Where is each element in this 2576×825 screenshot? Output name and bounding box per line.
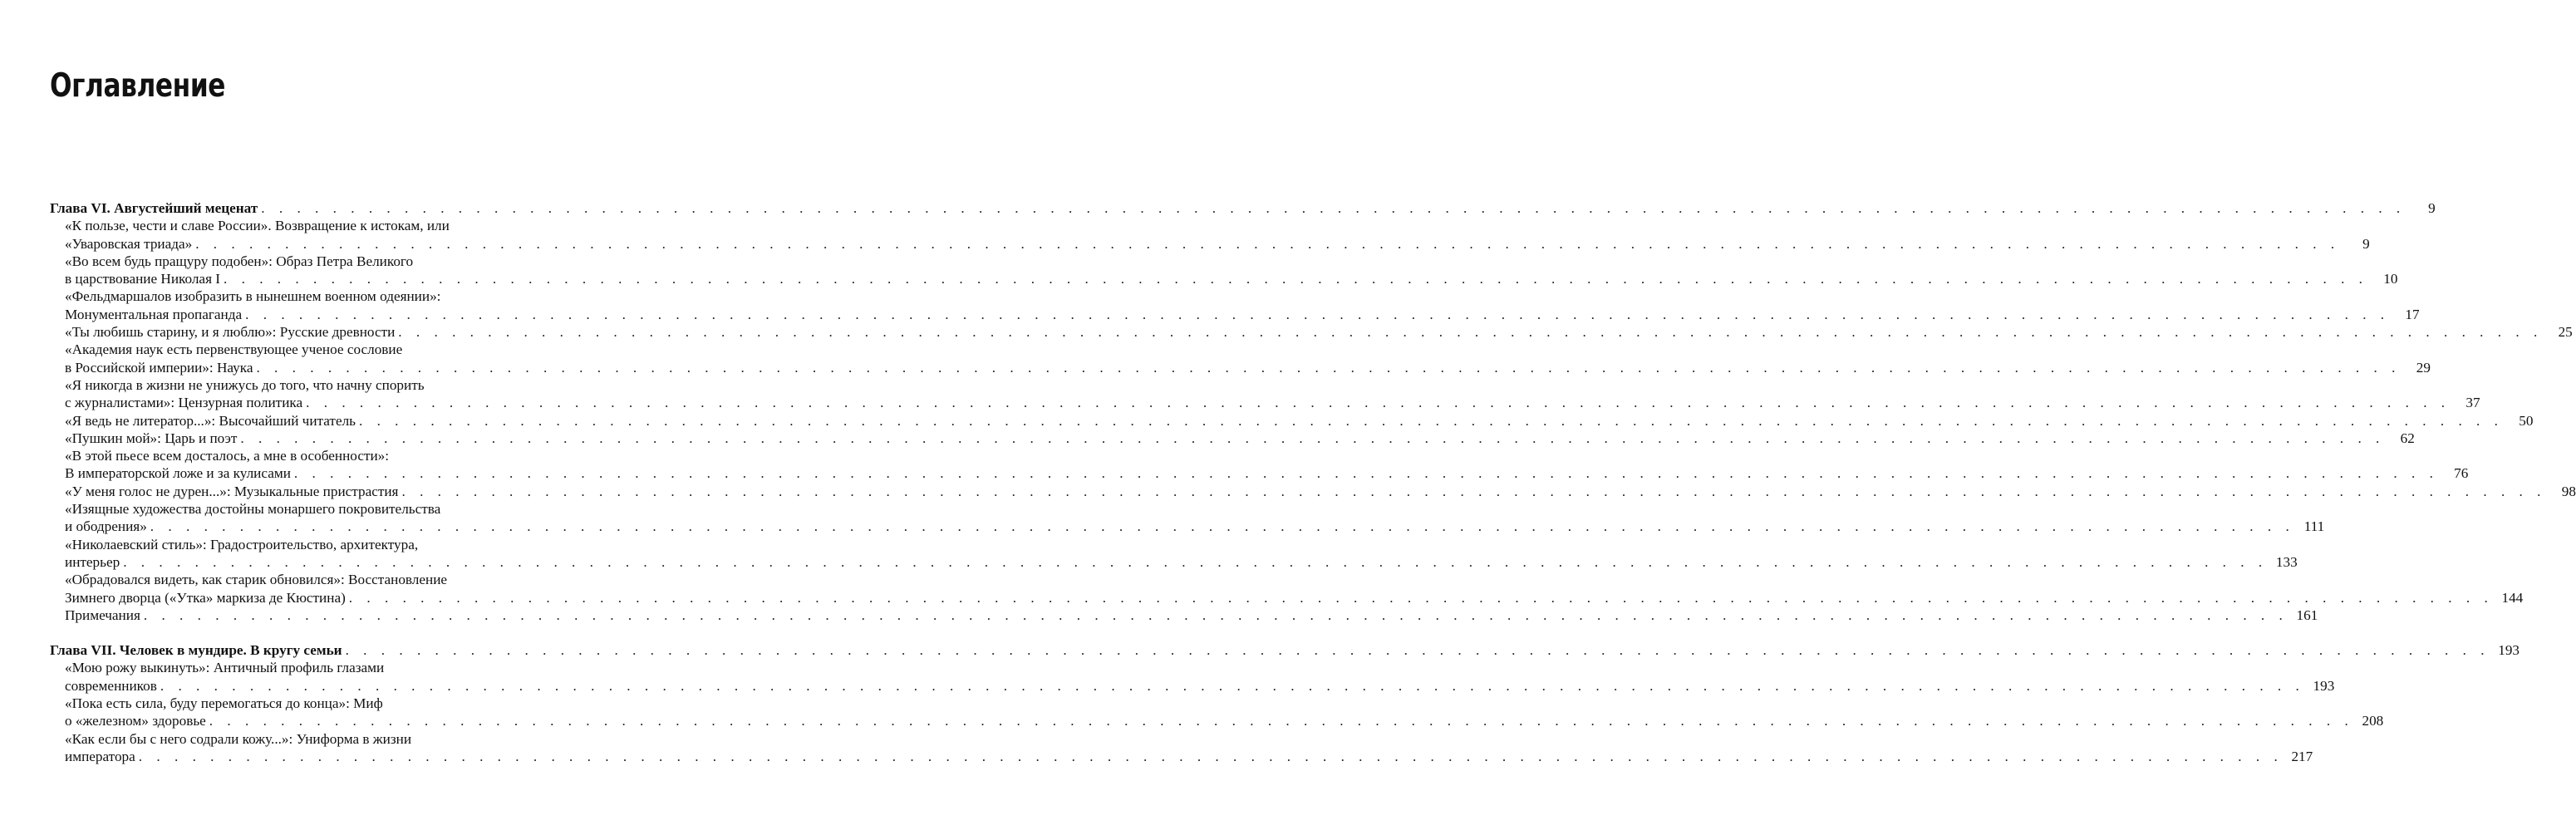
- toc-entry-line: Монументальная пропаганда: [65, 306, 243, 322]
- page-number: 17: [2405, 306, 2420, 322]
- page-number: 133: [2275, 553, 2298, 570]
- dot-leader: . . . . . . . . . . . . . . . . . . . . . . . . . . . . . . . . . . . . . . . . . . . . . . . . . . . . . . . . . . . . . . . . . . . . . . . . . . . . . . . . . . . . . . . . . . . . . . . . . . . . . . . . . . . . . . . . . . . . . . . .: [401, 483, 2546, 499]
- dot-leader: . . . . . . . . . . . . . . . . . . . . . . . . . . . . . . . . . . . . . . . . . . . . . . . . . . . . . . . . . . . . . . . . . . . . . . . . . . . . . . . . . . . . . . . . . . . . . . . . . . . . . . . . . . . . . . . . . . . . . . . .: [195, 235, 2340, 252]
- page-number: 193: [2498, 642, 2520, 659]
- toc-chapter-entry: [50, 199, 2436, 217]
- toc-entry-last-line: [65, 483, 2576, 500]
- toc-entry-line: «Обрадовался видеть, как старик обновился»: Восстановление: [65, 572, 448, 588]
- toc-section-entry: [50, 253, 2398, 288]
- toc-entry-line: Глава VI. Августейший меценат: [50, 200, 258, 216]
- page-number: 29: [2416, 359, 2431, 376]
- toc-section-entry: [50, 536, 2298, 572]
- toc-entry-line: «У меня голос не дурен...»: Музыкальные пристрастия: [65, 483, 399, 499]
- toc-chapter-entry: [50, 641, 2520, 659]
- table-of-contents: [50, 199, 2576, 765]
- toc-section-entry: [50, 412, 2534, 430]
- toc-section-entry: [50, 695, 2384, 730]
- page-number: 76: [2454, 465, 2469, 482]
- dot-leader: . . . . . . . . . . . . . . . . . . . . . . . . . . . . . . . . . . . . . . . . . . . . . . . . . . . . . . . . . . . . . . . . . . . . . . . . . . . . . . . . . . . . . . . . . . . . . . . . . . . . . . . . . . . . . . . . . . . . . . . .: [345, 642, 2490, 659]
- toc-section-entry: [50, 217, 2370, 253]
- toc-entry-last-line: [65, 464, 2469, 482]
- toc-section-entry: [50, 430, 2415, 447]
- toc-entry-line: «Ты любишь старину, и я люблю»: Русские древности: [65, 324, 396, 341]
- toc-entry-line: «К пользе, чести и славе России». Возвращение к истокам, или: [65, 218, 450, 234]
- toc-section-entry: [50, 483, 2576, 500]
- toc-entry-line: «Николаевский стиль»: Градостроительство, архитектура,: [65, 536, 419, 552]
- toc-entry-line: «В этой пьесе всем досталось, а мне в особенности»:: [65, 448, 390, 464]
- toc-entry-line: Примечания: [65, 606, 140, 623]
- toc-entry-last-line: [65, 412, 2534, 430]
- toc-entry-line: «Уваровская триада»: [65, 235, 193, 252]
- dot-leader: . . . . . . . . . . . . . . . . . . . . . . . . . . . . . . . . . . . . . . . . . . . . . . . . . . . . . . . . . . . . . . . . . . . . . . . . . . . . . . . . . . . . . . . . . . . . . . . . . . . . . . . . . . . . . . . . . . . . . . . .: [209, 713, 2354, 729]
- toc-chapter-block: [50, 641, 2520, 765]
- toc-entry-line: «Мою рожу выкинуть»: Античный профиль глазами: [65, 660, 385, 676]
- toc-entry-line: Глава VII. Человек в мундире. В кругу семьи: [50, 642, 342, 659]
- dot-leader: . . . . . . . . . . . . . . . . . . . . . . . . . . . . . . . . . . . . . . . . . . . . . . . . . . . . . . . . . . . . . . . . . . . . . . . . . . . . . . . . . . . . . . . . . . . . . . . . . . . . . . . . . . . . . . . . . . . . . . . .: [224, 271, 2368, 287]
- toc-entry-line: «Я никогда в жизни не унижусь до того, что начну спорить: [65, 376, 425, 393]
- toc-entry-line: и ободрения»: [65, 518, 147, 535]
- toc-section-entry: [50, 659, 2335, 695]
- toc-entry-last-line: [50, 641, 2520, 659]
- dot-leader: . . . . . . . . . . . . . . . . . . . . . . . . . . . . . . . . . . . . . . . . . . . . . . . . . . . . . . . . . . . . . . . . . . . . . . . . . . . . . . . . . . . . . . . . . . . . . . . . . . . . . . . . . . . . . . . . . . . . . . . .: [123, 553, 2268, 570]
- toc-entry-last-line: [65, 323, 2573, 341]
- toc-entry-last-line: [65, 748, 2313, 765]
- page-number: 98: [2561, 483, 2576, 499]
- toc-section-entry: [50, 447, 2469, 483]
- toc-entry-last-line: [65, 270, 2398, 287]
- page-number: 37: [2465, 395, 2480, 411]
- toc-entry-last-line: [65, 518, 2325, 535]
- dot-leader: . . . . . . . . . . . . . . . . . . . . . . . . . . . . . . . . . . . . . . . . . . . . . . . . . . . . . . . . . . . . . . . . . . . . . . . . . . . . . . . . . . . . . . . . . . . . . . . . . . . . . . . . . . . . . . . . . . . . . . . .: [150, 518, 2295, 535]
- toc-chapter-block: [50, 199, 2576, 624]
- toc-entry-line: с журналистами»: Цензурная политика: [65, 395, 303, 411]
- dot-leader: . . . . . . . . . . . . . . . . . . . . . . . . . . . . . . . . . . . . . . . . . . . . . . . . . . . . . . . . . . . . . . . . . . . . . . . . . . . . . . . . . . . . . . . . . . . . . . . . . . . . . . . . . . . . . . . . . . . . . . . .: [240, 430, 2385, 446]
- toc-entry-line: «Пушкин мой»: Царь и поэт: [65, 430, 238, 446]
- toc-entry-last-line: [65, 553, 2298, 571]
- toc-section-entry: [50, 606, 2318, 624]
- toc-entry-line: современников: [65, 677, 157, 694]
- toc-entry-last-line: [65, 430, 2415, 447]
- toc-section-entry: [50, 730, 2313, 766]
- toc-entry-line: «Во всем будь пращуру подобен»: Образ Петра Великого: [65, 253, 414, 269]
- toc-section-entry: [50, 287, 2420, 323]
- toc-entry-last-line: [65, 589, 2524, 606]
- toc-entry-line: в царствование Николая I: [65, 271, 220, 287]
- dot-leader: . . . . . . . . . . . . . . . . . . . . . . . . . . . . . . . . . . . . . . . . . . . . . . . . . . . . . . . . . . . . . . . . . . . . . . . . . . . . . . . . . . . . . . . . . . . . . . . . . . . . . . . . . . . . . . . . . . . . . . . .: [138, 748, 2283, 764]
- toc-entry-last-line: [65, 394, 2480, 411]
- toc-entry-line: В императорской ложе и за кулисами: [65, 465, 291, 482]
- toc-entry-last-line: [65, 712, 2384, 729]
- toc-entry-last-line: [50, 199, 2436, 217]
- page-number: 111: [2303, 518, 2325, 535]
- toc-entry-line: «Я ведь не литератор...»: Высочайший читатель: [65, 412, 356, 429]
- page-number: 9: [2362, 235, 2370, 252]
- toc-entry-line: «Пока есть сила, буду перемогаться до конца»: Миф: [65, 695, 383, 712]
- page-number: 10: [2383, 271, 2398, 287]
- page-number: 62: [2400, 430, 2415, 446]
- toc-section-entry: [50, 500, 2325, 536]
- toc-entry-line: «Фельдмаршалов изобразить в нынешнем военном одеянии»:: [65, 288, 441, 305]
- page-number: 208: [2362, 713, 2384, 729]
- toc-entry-last-line: [65, 677, 2335, 695]
- page-number: 9: [2428, 200, 2436, 216]
- toc-section-entry: [50, 376, 2480, 412]
- page-title: Оглавление: [50, 67, 226, 105]
- dot-leader: . . . . . . . . . . . . . . . . . . . . . . . . . . . . . . . . . . . . . . . . . . . . . . . . . . . . . . . . . . . . . . . . . . . . . . . . . . . . . . . . . . . . . . . . . . . . . . . . . . . . . . . . . . . . . . . . . . . . . . . .: [306, 395, 2451, 411]
- dot-leader: . . . . . . . . . . . . . . . . . . . . . . . . . . . . . . . . . . . . . . . . . . . . . . . . . . . . . . . . . . . . . . . . . . . . . . . . . . . . . . . . . . . . . . . . . . . . . . . . . . . . . . . . . . . . . . . . . . . . . . . .: [143, 606, 2288, 623]
- dot-leader: . . . . . . . . . . . . . . . . . . . . . . . . . . . . . . . . . . . . . . . . . . . . . . . . . . . . . . . . . . . . . . . . . . . . . . . . . . . . . . . . . . . . . . . . . . . . . . . . . . . . . . . . . . . . . . . . . . . . . . . .: [245, 306, 2390, 322]
- dot-leader: . . . . . . . . . . . . . . . . . . . . . . . . . . . . . . . . . . . . . . . . . . . . . . . . . . . . . . . . . . . . . . . . . . . . . . . . . . . . . . . . . . . . . . . . . . . . . . . . . . . . . . . . . . . . . . . . . . . . . . . .: [358, 412, 2504, 429]
- page-number: 193: [2313, 677, 2335, 694]
- page-number: 144: [2501, 589, 2524, 606]
- page-number: 25: [2558, 324, 2573, 341]
- dot-leader: . . . . . . . . . . . . . . . . . . . . . . . . . . . . . . . . . . . . . . . . . . . . . . . . . . . . . . . . . . . . . . . . . . . . . . . . . . . . . . . . . . . . . . . . . . . . . . . . . . . . . . . . . . . . . . . . . . . . . . . .: [293, 465, 2439, 482]
- toc-section-entry: [50, 341, 2431, 376]
- toc-entry-line: интерьер: [65, 553, 120, 570]
- toc-entry-line: Зимнего дворца («Утка» маркиза де Кюстина): [65, 589, 346, 606]
- toc-section-entry: [50, 571, 2524, 606]
- page-number: 50: [2519, 412, 2534, 429]
- toc-entry-line: «Академия наук есть первенствующее ученое сословие: [65, 341, 403, 358]
- dot-leader: . . . . . . . . . . . . . . . . . . . . . . . . . . . . . . . . . . . . . . . . . . . . . . . . . . . . . . . . . . . . . . . . . . . . . . . . . . . . . . . . . . . . . . . . . . . . . . . . . . . . . . . . . . . . . . . . . . . . . . . .: [256, 359, 2401, 376]
- toc-entry-last-line: [65, 359, 2431, 376]
- toc-entry-line: «Изящные художества достойны монаршего покровительства: [65, 501, 441, 518]
- page-number: 161: [2296, 606, 2318, 623]
- dot-leader: . . . . . . . . . . . . . . . . . . . . . . . . . . . . . . . . . . . . . . . . . . . . . . . . . . . . . . . . . . . . . . . . . . . . . . . . . . . . . . . . . . . . . . . . . . . . . . . . . . . . . . . . . . . . . . . . . . . . . . . .: [160, 677, 2305, 694]
- toc-entry-line: императора: [65, 748, 135, 764]
- toc-entry-last-line: [65, 235, 2370, 253]
- toc-entry-last-line: [65, 306, 2420, 323]
- dot-leader: . . . . . . . . . . . . . . . . . . . . . . . . . . . . . . . . . . . . . . . . . . . . . . . . . . . . . . . . . . . . . . . . . . . . . . . . . . . . . . . . . . . . . . . . . . . . . . . . . . . . . . . . . . . . . . . . . . . . . . . .: [261, 200, 2406, 216]
- dot-leader: . . . . . . . . . . . . . . . . . . . . . . . . . . . . . . . . . . . . . . . . . . . . . . . . . . . . . . . . . . . . . . . . . . . . . . . . . . . . . . . . . . . . . . . . . . . . . . . . . . . . . . . . . . . . . . . . . . . . . . . .: [348, 589, 2494, 606]
- toc-entry-line: о «железном» здоровье: [65, 713, 206, 729]
- toc-section-entry: [50, 323, 2573, 341]
- dot-leader: . . . . . . . . . . . . . . . . . . . . . . . . . . . . . . . . . . . . . . . . . . . . . . . . . . . . . . . . . . . . . . . . . . . . . . . . . . . . . . . . . . . . . . . . . . . . . . . . . . . . . . . . . . . . . . . . . . . . . . . .: [398, 324, 2543, 341]
- toc-entry-line: в Российской империи»: Наука: [65, 359, 253, 376]
- toc-entry-last-line: [65, 606, 2318, 624]
- toc-entry-line: «Как если бы с него содрали кожу...»: Униформа в жизни: [65, 730, 412, 747]
- page-number: 217: [2291, 748, 2313, 764]
